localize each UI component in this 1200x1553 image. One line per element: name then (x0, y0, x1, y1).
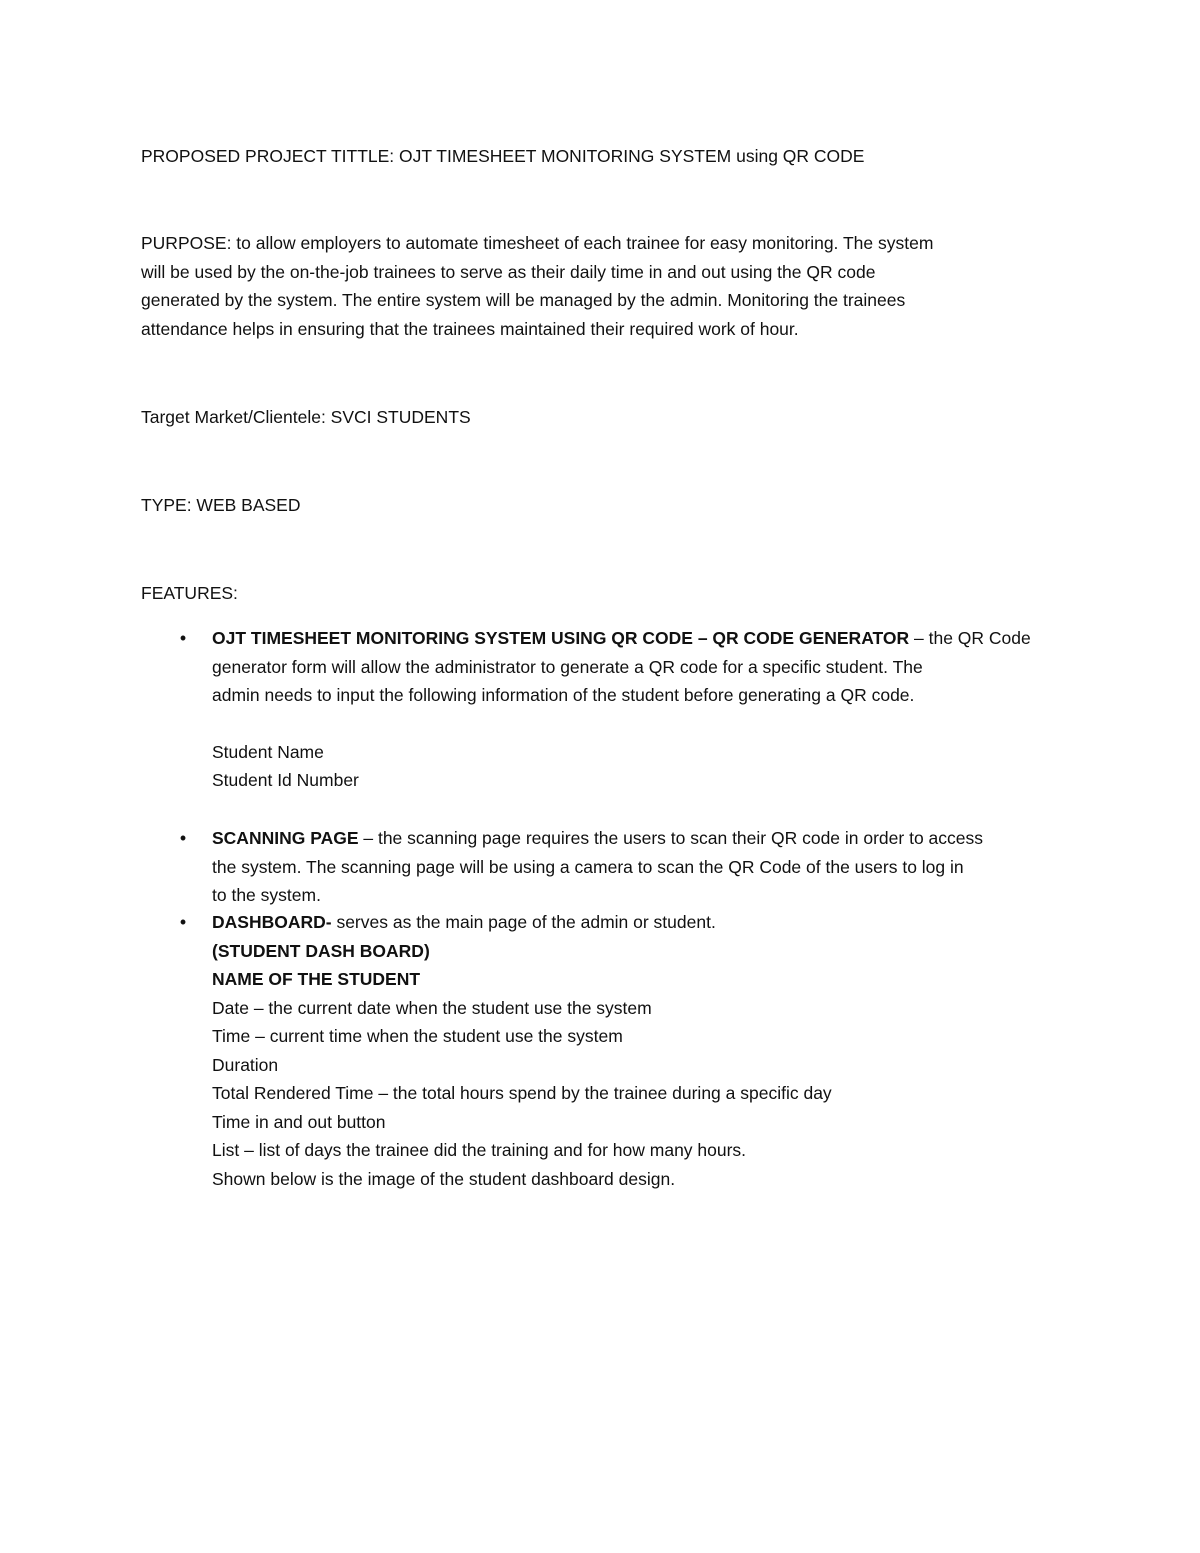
feature-text: generator form will allow the administrator to generate a QR code for a specific student. The (212, 656, 923, 677)
purpose-paragraph (141, 229, 1071, 343)
feature-heading: SCANNING PAGE (212, 828, 359, 848)
purpose-line: will be used by the on-the-job trainees to serve as their daily time in and out using the QR code (141, 261, 876, 282)
feature-text: the system. The scanning page will be using a camera to scan the QR Code of the users to log in (212, 856, 964, 877)
dashboard-item: Total Rendered Time – the total hours spend by the trainee during a specific day (212, 1083, 832, 1103)
dashboard-item: Duration (212, 1054, 279, 1075)
feature-text: admin needs to input the following information of the student before generating a QR code. (212, 685, 915, 705)
feature-scanning-page (141, 824, 1071, 910)
dashboard-item: Date – the current date when the student use the system (212, 997, 652, 1018)
bullet-icon: • (179, 628, 187, 648)
bullet-icon: • (179, 828, 187, 848)
purpose-line: attendance helps in ensuring that the trainees maintained their required work of hour. (141, 318, 799, 339)
feature-text: – the QR Code (909, 628, 1031, 648)
feature-text: serves as the main page of the admin or student. (331, 912, 716, 932)
feature-text: – the scanning page requires the users to scan their QR code in order to access (358, 828, 984, 848)
feature-text: to the system. (212, 885, 321, 905)
bullet-icon: • (179, 912, 187, 932)
dashboard-subheading: NAME OF THE STUDENT (212, 969, 421, 989)
project-title: PROPOSED PROJECT TITTLE: OJT TIMESHEET MONITORING SYSTEM using QR CODE (141, 146, 865, 166)
feature-dashboard (141, 908, 1071, 1193)
target-market: Target Market/Clientele: SVCI STUDENTS (141, 407, 471, 427)
field-student-name: Student Name (212, 741, 324, 762)
dashboard-item: List – list of days the trainee did the training and for how many hours. (212, 1140, 747, 1160)
dashboard-subheading: (STUDENT DASH BOARD) (212, 940, 430, 961)
feature-list-item (141, 908, 1071, 1193)
purpose-line: PURPOSE: to allow employers to automate timesheet of each trainee for easy monitoring. The system (141, 233, 934, 253)
features-label: FEATURES: (141, 583, 238, 603)
feature-heading: DASHBOARD- (212, 912, 332, 932)
dashboard-item: Time in and out button (212, 1111, 386, 1132)
dashboard-item: Time – current time when the student use the system (212, 1026, 623, 1046)
purpose-line: generated by the system. The entire system will be managed by the admin. Monitoring the trainees (141, 290, 906, 310)
feature-qr-generator (141, 624, 1071, 795)
feature-list-item (141, 624, 1071, 795)
feature-list-item (141, 824, 1071, 910)
dashboard-item: Shown below is the image of the student dashboard design. (212, 1168, 676, 1189)
project-type: TYPE: WEB BASED (141, 495, 301, 515)
field-student-id: Student Id Number (212, 770, 359, 790)
feature-heading: OJT TIMESHEET MONITORING SYSTEM USING QR CODE – QR CODE GENERATOR (212, 628, 910, 648)
